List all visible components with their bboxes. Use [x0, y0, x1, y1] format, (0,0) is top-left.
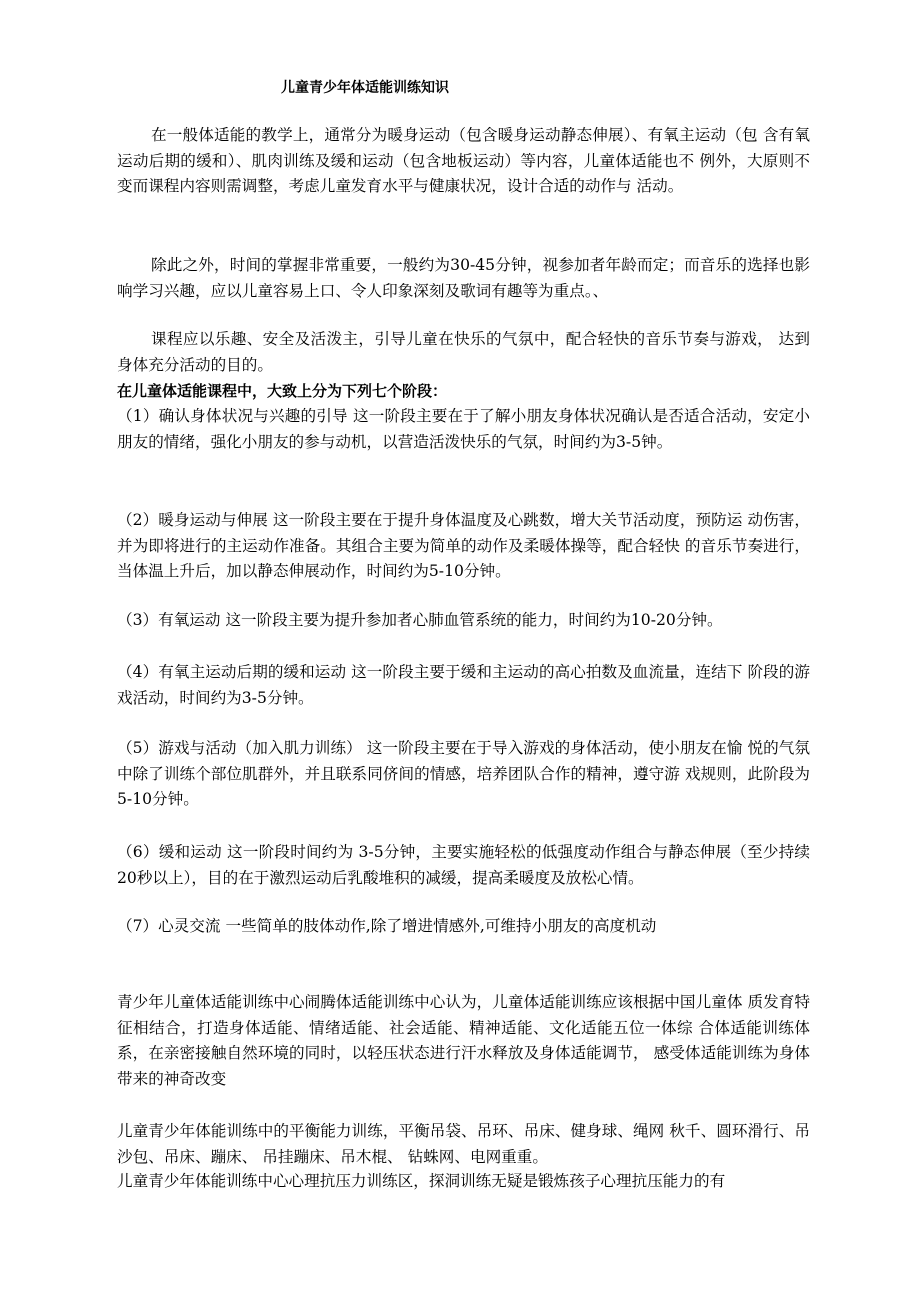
document-title: 儿童青少年体适能训练知识: [281, 80, 449, 96]
stages-heading: 在儿童体适能课程中，大致上分为下列七个阶段：: [117, 382, 448, 400]
stage-4: （4）有氧主运动后期的缓和运动 这一阶段主要于缓和主运动的高心拍数及血流量，连结下 阶段的游戏活动，时间约为3-5分钟。: [117, 663, 810, 707]
course-paragraph: 课程应以乐趣、安全及活泼主，引导儿童在快乐的气氛中，配合轻快的音乐节奏与游戏， 达到身体充分活动的目的。: [117, 330, 810, 374]
closing-paragraph-center: 青少年儿童体适能训练中心闹腾体适能训练中心认为，儿童体适能训练应该根据中国儿童体 质发育特征相结合，打造身体适能、情绪适能、社会适能、精神适能、文化适能五位一体综 合体适能训练体系，在亲密接触自然环境的同时，以轻压状态进行汗水释放及身体适能调节， 感受体适能训练为身体带来的神奇改变: [117, 993, 810, 1088]
intro-paragraph: 在一般体适能的教学上，通常分为暖身运动（包含暖身运动静态伸展）、有氧主运动（包 含有氧运动后期的缓和）、肌肉训练及缓和运动（包含地板运动）等内容，儿童体适能也不 例外，大原则不变而课程内容则需调整，考虑儿童发育水平与健康状况，设计合适的动作与 活动。: [117, 126, 810, 196]
closing-paragraph-balance: 儿童青少年体能训练中的平衡能力训练，平衡吊袋、吊环、吊床、健身球、绳网 秋千、圆环滑行、吊沙包、吊床、蹦床、 吊挂蹦床、吊木棍、 钻蛛网、电网重重。: [117, 1122, 810, 1166]
stage-5: （5）游戏与活动（加入肌力训练） 这一阶段主要在于导入游戏的身体活动，使小朋友在愉 悦的气氛中除了训练个部位肌群外，并且联系同侪间的情感，培养团队合作的精神，遵守游 戏规则，此阶段为5-10分钟。: [117, 739, 810, 809]
stage-7: （7）心灵交流 一些简单的肢体动作,除了增进情感外,可维持小朋友的高度机动: [117, 917, 657, 935]
stage-1: （1）确认身体状况与兴趣的引导 这一阶段主要在于了解小朋友身体状况确认是否适合活动，安定小朋友的情绪，强化小朋友的参与动机，以营造活泼快乐的气氛，时间约为3-5钟。: [117, 407, 810, 451]
time-paragraph: 除此之外，时间的掌握非常重要，一般约为30-45分钟，视参加者年龄而定；而音乐的选择也影响学习兴趣，应以儿童容易上口、令人印象深刻及歌词有趣等为重点。、: [117, 256, 810, 300]
stage-2: （2）暖身运动与伸展 这一阶段主要在于提升身体温度及心跳数，增大关节活动度，预防运 动伤害，并为即将进行的主运动作准备。其组合主要为简单的动作及柔暖体操等，配合轻快 的音乐节奏进行，当体温上升后，加以静态伸展动作，时间约为5-10分钟。: [117, 511, 810, 581]
stage-6: （6）缓和运动 这一阶段时间约为 3-5分钟，主要实施轻松的低强度动作组合与静态伸展（至少持续20秒以上），目的在于激烈运动后乳酸堆积的减缓，提高柔暖度及放松心情。: [117, 843, 810, 887]
stage-3: （3）有氧运动 这一阶段主要为提升参加者心肺血管系统的能力，时间约为10-20分钟。: [117, 611, 723, 629]
closing-paragraph-pressure: 儿童青少年体能训练中心心理抗压力训练区，探洞训练无疑是锻炼孩子心理抗压能力的有: [117, 1172, 726, 1190]
